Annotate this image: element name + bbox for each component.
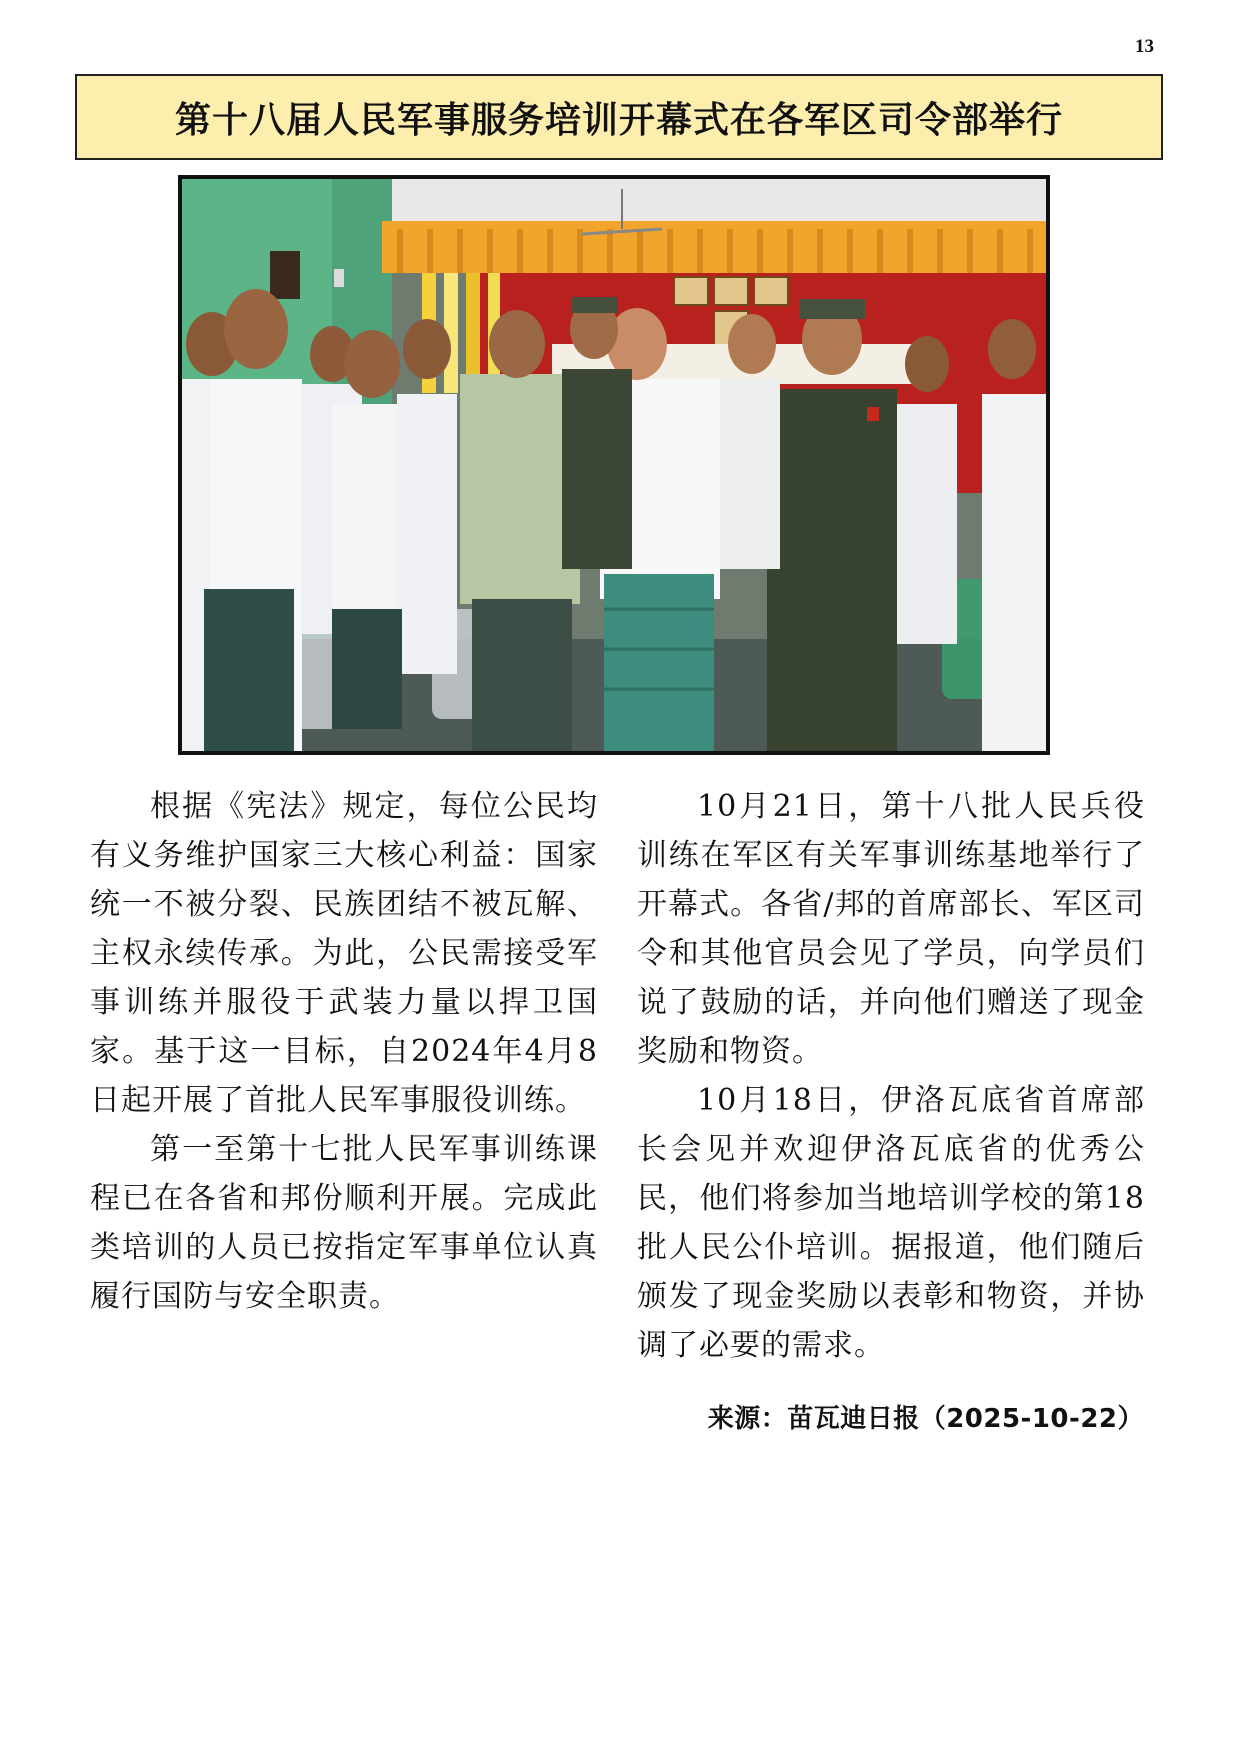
- paragraph: 10月21日，第十八批人民兵役训练在军区有关军事训练基地举行了开幕式。各省/邦的首席部长、军区司令和其他官员会见了学员，向学员们说了鼓励的话，并向他们赠送了现金奖励和物资。: [637, 789, 1145, 1069]
- page-number: 13: [1135, 36, 1154, 57]
- photo-illustration: [182, 179, 1046, 751]
- news-photo: [178, 175, 1050, 755]
- article-column-right: [637, 782, 1145, 1370]
- notice-board: [270, 251, 300, 299]
- curtain: [382, 221, 1046, 273]
- paragraph: 第一至第十七批人民军事训练课程已在各省和邦份顺利开展。完成此类培训的人员已按指定军事单位认真履行国防与安全职责。: [90, 1132, 598, 1314]
- article-title: 第十八届人民军事服务培训开幕式在各军区司令部举行: [174, 99, 1063, 141]
- title-box: [75, 74, 1163, 160]
- paragraph: 根据《宪法》规定，每位公民均有义务维护国家三大核心利益：国家统一不被分裂、民族团结不被瓦解、主权永续传承。为此，公民需接受军事训练并服役于武装力量以捍卫国家。基于这一目标，自2024年4月8日起开展了首批人民军事服役训练。: [90, 789, 598, 1118]
- paragraph: 10月18日，伊洛瓦底省首席部长会见并欢迎伊洛瓦底省的优秀公民，他们将参加当地培训学校的第18批人民公仆培训。据报道，他们随后颁发了现金奖励以表彰和物资，并协调了必要的需求。: [637, 1083, 1145, 1363]
- portrait: [674, 277, 708, 305]
- source-credit: 来源：苗瓦迪日报（2025-10-22）: [707, 1404, 1144, 1434]
- article-column-left: [90, 782, 598, 1321]
